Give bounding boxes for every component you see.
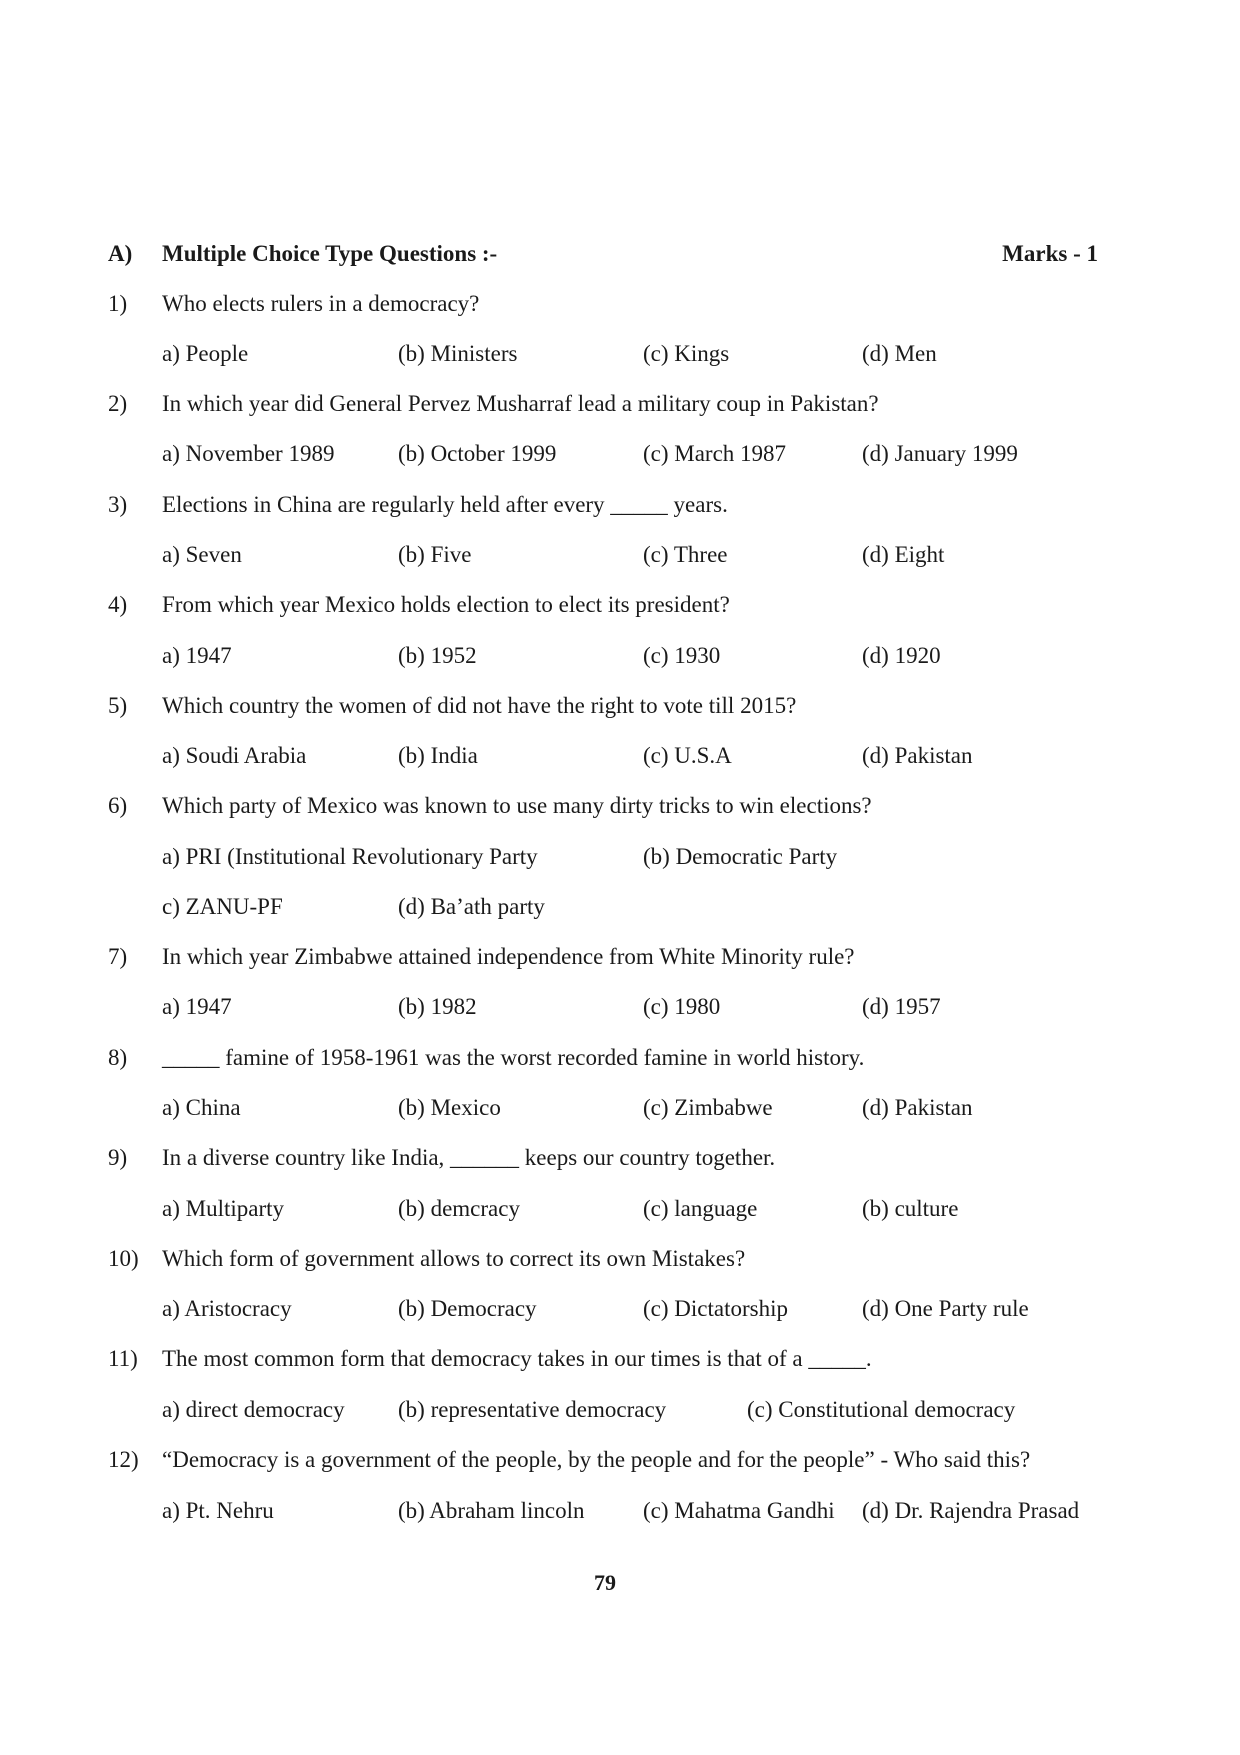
option-c: (c) Dictatorship [643, 1296, 788, 1321]
option-b: (b) demcracy [398, 1196, 520, 1221]
option-d: (b) culture [862, 1196, 959, 1221]
option-c: (c) Kings [643, 341, 730, 366]
option-a: a) Aristocracy [162, 1296, 292, 1321]
question-12 [108, 1447, 1108, 1477]
option-c: (c) Three [643, 542, 728, 567]
question-text: In which year did General Pervez Musharraf lead a military coup in Pakistan? [162, 391, 879, 416]
option-b: (b) Democratic Party [643, 844, 838, 869]
question-7 [108, 944, 1108, 974]
question-2 [108, 391, 1108, 421]
option-a: a) Soudi Arabia [162, 743, 307, 768]
option-b: (b) Ministers [398, 341, 518, 366]
option-d: (d) Pakistan [862, 1095, 973, 1120]
option-d: (d) Men [862, 341, 937, 366]
question-6 [108, 793, 1108, 823]
question-11 [108, 1346, 1108, 1376]
question-number: 8) [108, 1045, 128, 1070]
options-row [162, 844, 1112, 874]
option-b: (b) Democracy [398, 1296, 537, 1321]
option-b: (b) Mexico [398, 1095, 501, 1120]
option-a: a) 1947 [162, 994, 232, 1019]
option-c: (c) Zimbabwe [643, 1095, 773, 1120]
option-c: (c) 1930 [643, 643, 721, 668]
question-number: 1) [108, 291, 128, 316]
question-1 [108, 291, 1108, 321]
question-text: The most common form that democracy takes in our times is that of a _____. [162, 1346, 872, 1371]
option-d: (d) Eight [862, 542, 945, 567]
section-marks: Marks - 1 [1002, 241, 1098, 266]
question-text: “Democracy is a government of the people, by the people and for the people” - Who said this? [162, 1447, 1031, 1472]
page-number: 79 [594, 1570, 616, 1595]
option-b: (b) India [398, 743, 478, 768]
option-a: a) PRI (Institutional Revolutionary Party [162, 844, 538, 869]
option-d: (d) Pakistan [862, 743, 973, 768]
option-c: (c) language [643, 1196, 758, 1221]
options-row [162, 1498, 1112, 1528]
option-a: a) direct democracy [162, 1397, 345, 1422]
question-4 [108, 592, 1108, 622]
question-number: 11) [108, 1346, 138, 1371]
option-b: (b) 1952 [398, 643, 477, 668]
question-text: Which country the women of did not have the right to vote till 2015? [162, 693, 797, 718]
options-row [162, 994, 1112, 1024]
option-a: a) November 1989 [162, 441, 335, 466]
question-3 [108, 492, 1108, 522]
option-c: (c) Constitutional democracy [747, 1397, 1016, 1422]
question-text: In a diverse country like India, ______ keeps our country together. [162, 1145, 776, 1170]
question-text: _____ famine of 1958-1961 was the worst recorded famine in world history. [162, 1045, 865, 1070]
option-d: (d) Dr. Rajendra Prasad [862, 1498, 1080, 1523]
section-header [108, 241, 1098, 271]
question-text: From which year Mexico holds election to elect its president? [162, 592, 730, 617]
question-10 [108, 1246, 1108, 1276]
question-number: 7) [108, 944, 128, 969]
option-d: (d) 1957 [862, 994, 941, 1019]
option-b: (b) October 1999 [398, 441, 557, 466]
option-b: (b) 1982 [398, 994, 477, 1019]
option-b: (b) Five [398, 542, 472, 567]
options-row [162, 1196, 1112, 1226]
option-d: (d) Ba’ath party [398, 894, 545, 919]
question-number: 4) [108, 592, 128, 617]
options-row [162, 1095, 1112, 1125]
question-number: 9) [108, 1145, 128, 1170]
question-text: Elections in China are regularly held after every _____ years. [162, 492, 728, 517]
question-5 [108, 693, 1108, 723]
option-c: (c) March 1987 [643, 441, 787, 466]
question-9 [108, 1145, 1108, 1175]
options-row [162, 643, 1112, 673]
options-row [162, 1397, 1112, 1427]
option-a: a) China [162, 1095, 241, 1120]
options-row [162, 542, 1112, 572]
option-d: (d) 1920 [862, 643, 941, 668]
option-a: a) People [162, 341, 249, 366]
section-title: Multiple Choice Type Questions :- [162, 241, 498, 266]
option-a: a) Seven [162, 542, 242, 567]
option-b: (b) Abraham lincoln [398, 1498, 585, 1523]
question-text: Which party of Mexico was known to use many dirty tricks to win elections? [162, 793, 872, 818]
option-b: (b) representative democracy [398, 1397, 667, 1422]
options-row [162, 341, 1112, 371]
option-c: (c) U.S.A [643, 743, 732, 768]
option-d: (d) One Party rule [862, 1296, 1029, 1321]
options-row [162, 894, 1112, 924]
question-text: Who elects rulers in a democracy? [162, 291, 480, 316]
section-label: A) [108, 241, 133, 266]
question-text: Which form of government allows to correct its own Mistakes? [162, 1246, 746, 1271]
option-d: (d) January 1999 [862, 441, 1018, 466]
option-c: (c) Mahatma Gandhi [643, 1498, 835, 1523]
option-c: c) ZANU-PF [162, 894, 283, 919]
options-row [162, 441, 1112, 471]
question-text: In which year Zimbabwe attained independence from White Minority rule? [162, 944, 855, 969]
question-number: 2) [108, 391, 128, 416]
question-number: 10) [108, 1246, 139, 1271]
options-row [162, 743, 1112, 773]
question-number: 3) [108, 492, 128, 517]
question-number: 6) [108, 793, 128, 818]
question-number: 5) [108, 693, 128, 718]
option-c: (c) 1980 [643, 994, 721, 1019]
options-row [162, 1296, 1112, 1326]
option-a: a) 1947 [162, 643, 232, 668]
question-8 [108, 1045, 1108, 1075]
question-number: 12) [108, 1447, 139, 1472]
option-a: a) Multiparty [162, 1196, 284, 1221]
option-a: a) Pt. Nehru [162, 1498, 274, 1523]
